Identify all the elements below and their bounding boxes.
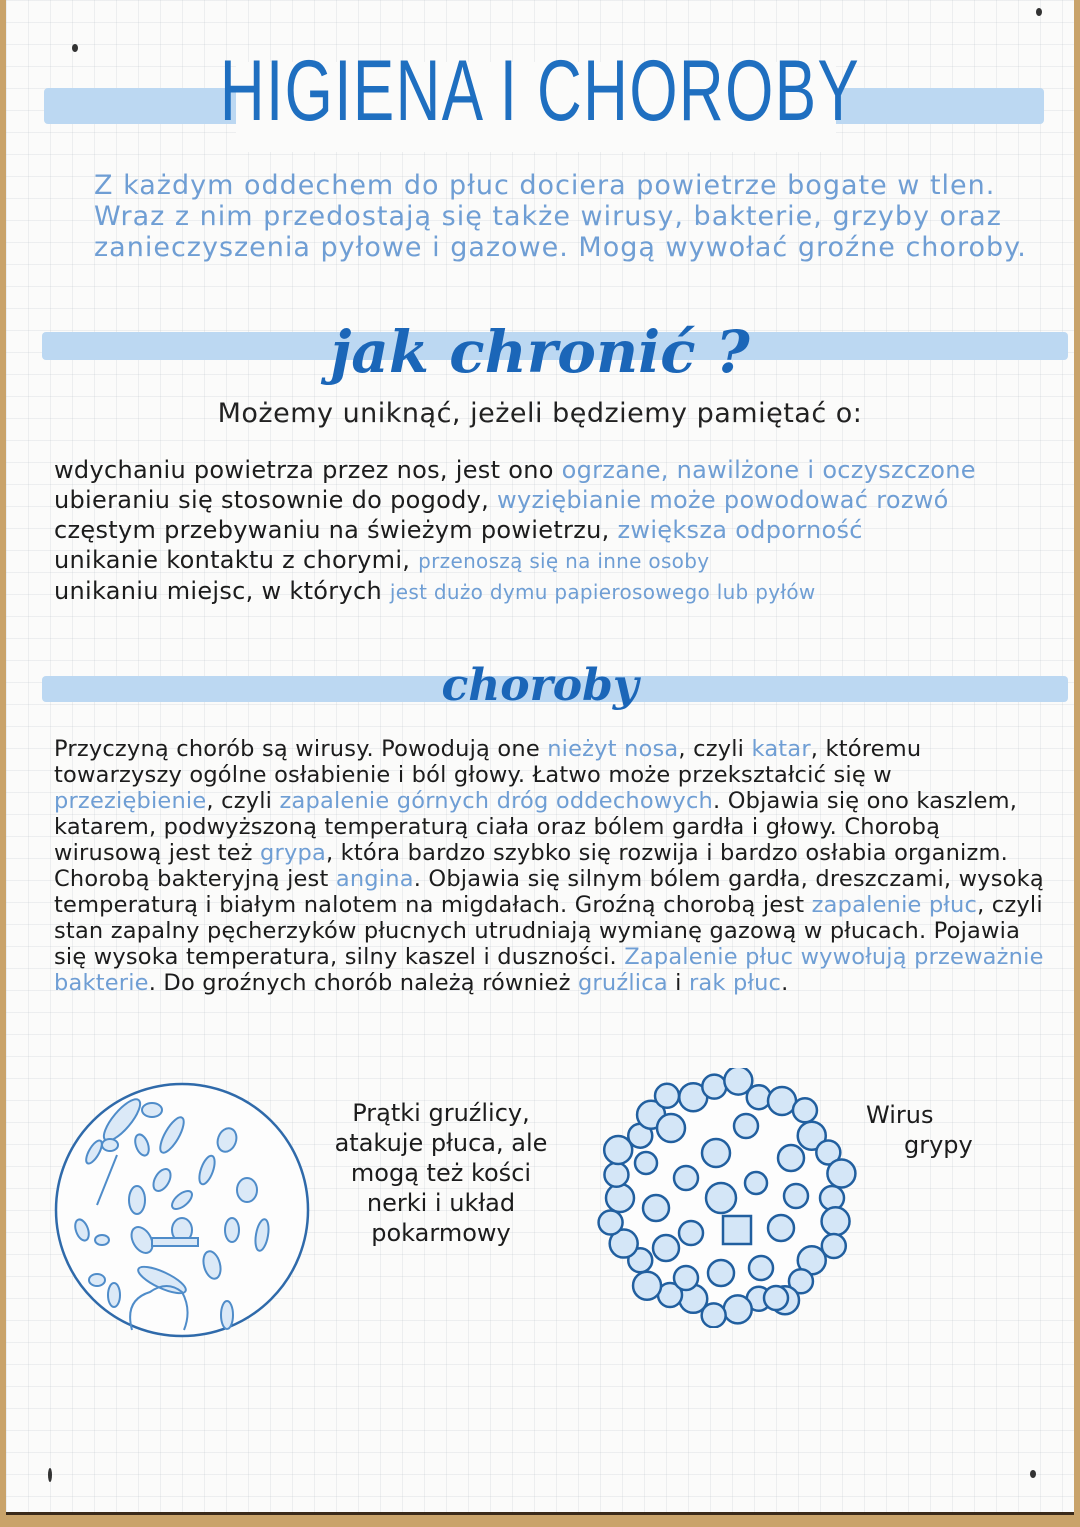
tip-note: wyziębianie może powodować rozwó — [497, 486, 949, 514]
highlighted-term: gruźlica — [577, 970, 668, 996]
tip-item — [54, 455, 1074, 485]
intro-line: zanieczyszenia pyłowe i gazowe. Mogą wywołać groźne choroby. — [94, 232, 1027, 263]
caption-line: atakuje płuca, ale — [334, 1129, 548, 1157]
section-heading-diseases: choroby — [441, 660, 639, 711]
diseases-paragraph — [54, 736, 1054, 996]
paragraph-text: i — [667, 970, 689, 996]
paragraph-text: . — [781, 970, 789, 996]
paragraph-text: , czyli — [678, 736, 752, 762]
intro-paragraph — [94, 170, 1054, 263]
paragraph-text: . Do groźnych chorób należą również — [148, 970, 578, 996]
highlighted-term: zapalenie płuc — [811, 892, 978, 918]
highlighted-term: przeziębienie — [54, 788, 207, 814]
paragraph-text: . Objawia się silnym bólem gardła, dreszczami, wysoką temperaturą i białym nalotem na migdałach. Groźną chorobą jest — [54, 866, 1044, 918]
caption-line: nerki i układ — [366, 1189, 516, 1217]
caption-line: grypy — [904, 1131, 973, 1159]
tip-item — [54, 576, 1074, 607]
paper-mark — [72, 44, 78, 52]
highlighted-term: katar — [751, 736, 811, 762]
tip-main: ubieraniu się stosownie do pogody, — [54, 486, 498, 514]
notebook-page — [6, 0, 1074, 1515]
paragraph-text: Przyczyną chorób są wirusy. Powodują one — [54, 736, 548, 762]
paragraph-text: , która bardzo szybko się rozwija i bardzo osłabia organizm. Chorobą bakteryjną jest — [54, 840, 1008, 892]
tip-item — [54, 545, 1074, 576]
section-heading-protect: jak chronić ? — [330, 318, 750, 386]
protect-lead: Możemy uniknąć, jeżeli będziemy pamiętać o: — [217, 398, 863, 429]
paragraph-text: , czyli stan zapalny pęcherzyków płucnych utrudniają wymianę gazową w płucach. Pojawia się wysoka temperatura, silny kaszel i duszności. — [54, 892, 1043, 970]
caption-line: mogą też kości — [350, 1159, 532, 1187]
tip-main: unikaniu miejsc, w których — [54, 577, 390, 605]
tip-main: częstym przebywaniu na świeżym powietrzu, — [54, 516, 618, 544]
tip-main: unikanie kontaktu z chorymi, — [54, 546, 419, 574]
highlighted-term: zapalenie górnych dróg oddechowych — [279, 788, 713, 814]
highlighted-term: nieżyt nosa — [547, 736, 679, 762]
flu-caption — [866, 1100, 1006, 1160]
paper-mark — [1030, 1470, 1036, 1478]
tb-bacteria-illustration — [52, 1080, 312, 1340]
tip-note: przenoszą się na inne osoby — [418, 549, 710, 573]
flu-virus-illustration — [586, 1068, 866, 1328]
tip-main: wdychaniu powietrza przez nos, jest ono — [54, 456, 562, 484]
highlighted-term: angina — [335, 866, 414, 892]
paragraph-text: , czyli — [206, 788, 280, 814]
intro-line: Wraz z nim przedostają się także wirusy, bakterie, grzyby oraz — [94, 201, 1002, 232]
intro-line: Z każdym oddechem do płuc dociera powietrze bogate w tlen. — [94, 170, 996, 201]
highlighted-term: rak płuc — [688, 970, 782, 996]
paper-mark — [48, 1468, 52, 1482]
caption-line: Wirus — [866, 1101, 934, 1129]
caption-line: Prątki gruźlicy, — [352, 1099, 530, 1127]
paragraph-text: , któremu towarzyszy ogólne osłabienie i ból głowy. Łatwo może przekształcić się w — [54, 736, 922, 788]
tip-note: zwiększa odporność — [617, 516, 863, 544]
highlighted-term: grypa — [260, 840, 326, 866]
caption-line: pokarmowy — [371, 1219, 511, 1247]
highlighted-term: Zapalenie płuc wywołują przeważnie bakterie — [54, 944, 1044, 996]
tip-item — [54, 485, 1074, 515]
tip-item — [54, 515, 1074, 545]
page-title: HIGIENA I CHOROBY — [219, 43, 861, 139]
tip-note: jest dużo dymu papierosowego lub pyłów — [389, 580, 816, 604]
protect-tips-list — [54, 455, 1074, 607]
paragraph-text: . Objawia się ono kaszlem, katarem, podwyższoną temperaturą ciała oraz bólem gardła i głowy. Chorobą wirusową jest też — [54, 788, 1018, 866]
tip-note: ogrzane, nawilżone i oczyszczone — [561, 456, 976, 484]
paper-mark — [1036, 8, 1042, 16]
tb-caption — [326, 1098, 556, 1248]
